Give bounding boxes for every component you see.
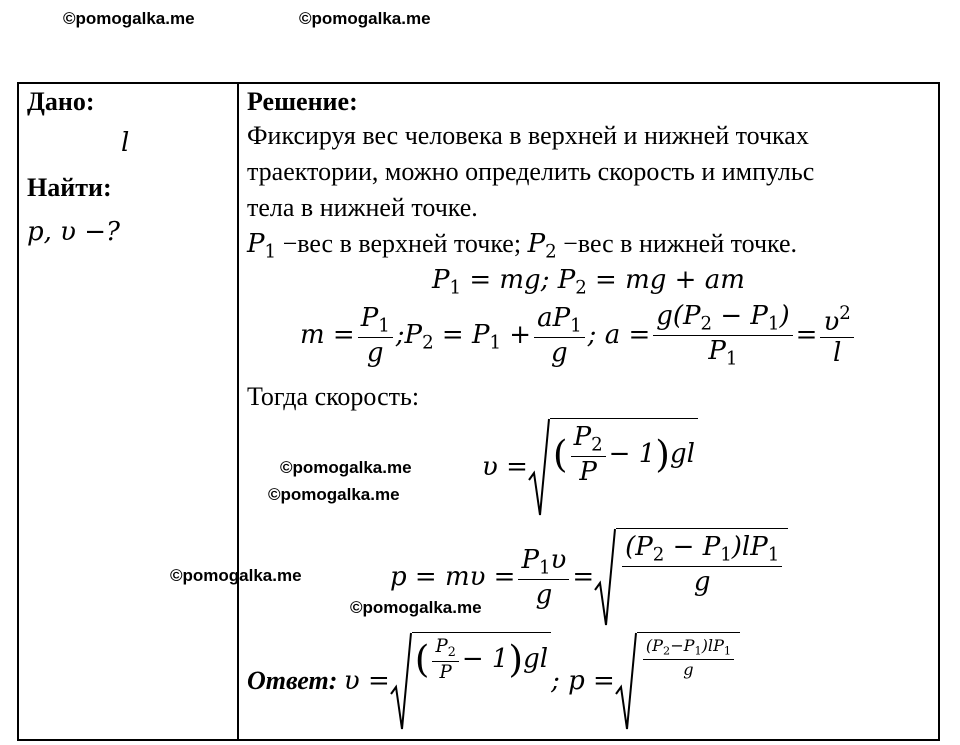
equation-weights: $P_1$ = mg; $P_2$ = mg + am [432,265,745,299]
answer-label: Ответ: [247,666,338,695]
solution-line-1: Фиксируя вес человека в верхней и нижней точках [247,121,809,150]
find-expression: p, υ −? [27,217,120,247]
then-speed-text: Тогда скорость: [247,382,420,411]
solution-line-3: тела в нижней точке. [247,193,478,222]
answer-line: Ответ: υ = ( $\frac{P_2}{P}$ − 1)gl ; p = $\frac{(P_2-P_1)lP_1}{g}$ [247,632,740,732]
watermark: ©pomogalka.me [280,458,412,477]
solution-heading: Решение: [247,87,358,116]
equation-speed: υ = ( $\frac{P_2}{P}$ − 1)gl [482,418,698,518]
sqrt-symbol: ( $\frac{P_2}{P}$ − 1)gl [528,418,698,518]
watermark: ©pomogalka.me [350,598,482,617]
watermark: ©pomogalka.me [63,9,195,28]
given-item: l [121,128,130,158]
sqrt-symbol: $\frac{(P_2-P_1)lP_1}{g}$ [615,632,740,732]
given-heading: Дано: [27,87,95,116]
equation-momentum: p = mυ = $\frac{P_1\upsilon}{g}$ = $\frac{(P_2 - P_1)lP_1}{g}$ [390,528,788,628]
weight-definitions: $P_1 -вес$ в верхней точке; $P_2 -вес$ в нижней точке. [247,229,798,263]
sqrt-symbol: $\frac{(P_2 - P_1)lP_1}{g}$ [594,528,788,628]
solution-line-2: траектории, можно определить скорость и импульс [247,157,815,186]
sqrt-symbol: ( $\frac{P_2}{P}$ − 1)gl [390,632,551,732]
watermark: ©pomogalka.me [268,485,400,504]
equation-acceleration: m = $\frac{P_1}{g}$ $;P_2 = P_1$ + $\frac{aP_1}{g}$ ; a = $\frac{g(P_2 - P_1)}{P_1}$ = $\frac{\upsilon^2}{l}$ [300,302,857,370]
column-divider [237,82,239,741]
find-heading: Найти: [27,173,112,202]
watermark: ©pomogalka.me [170,566,302,585]
watermark: ©pomogalka.me [299,9,431,28]
